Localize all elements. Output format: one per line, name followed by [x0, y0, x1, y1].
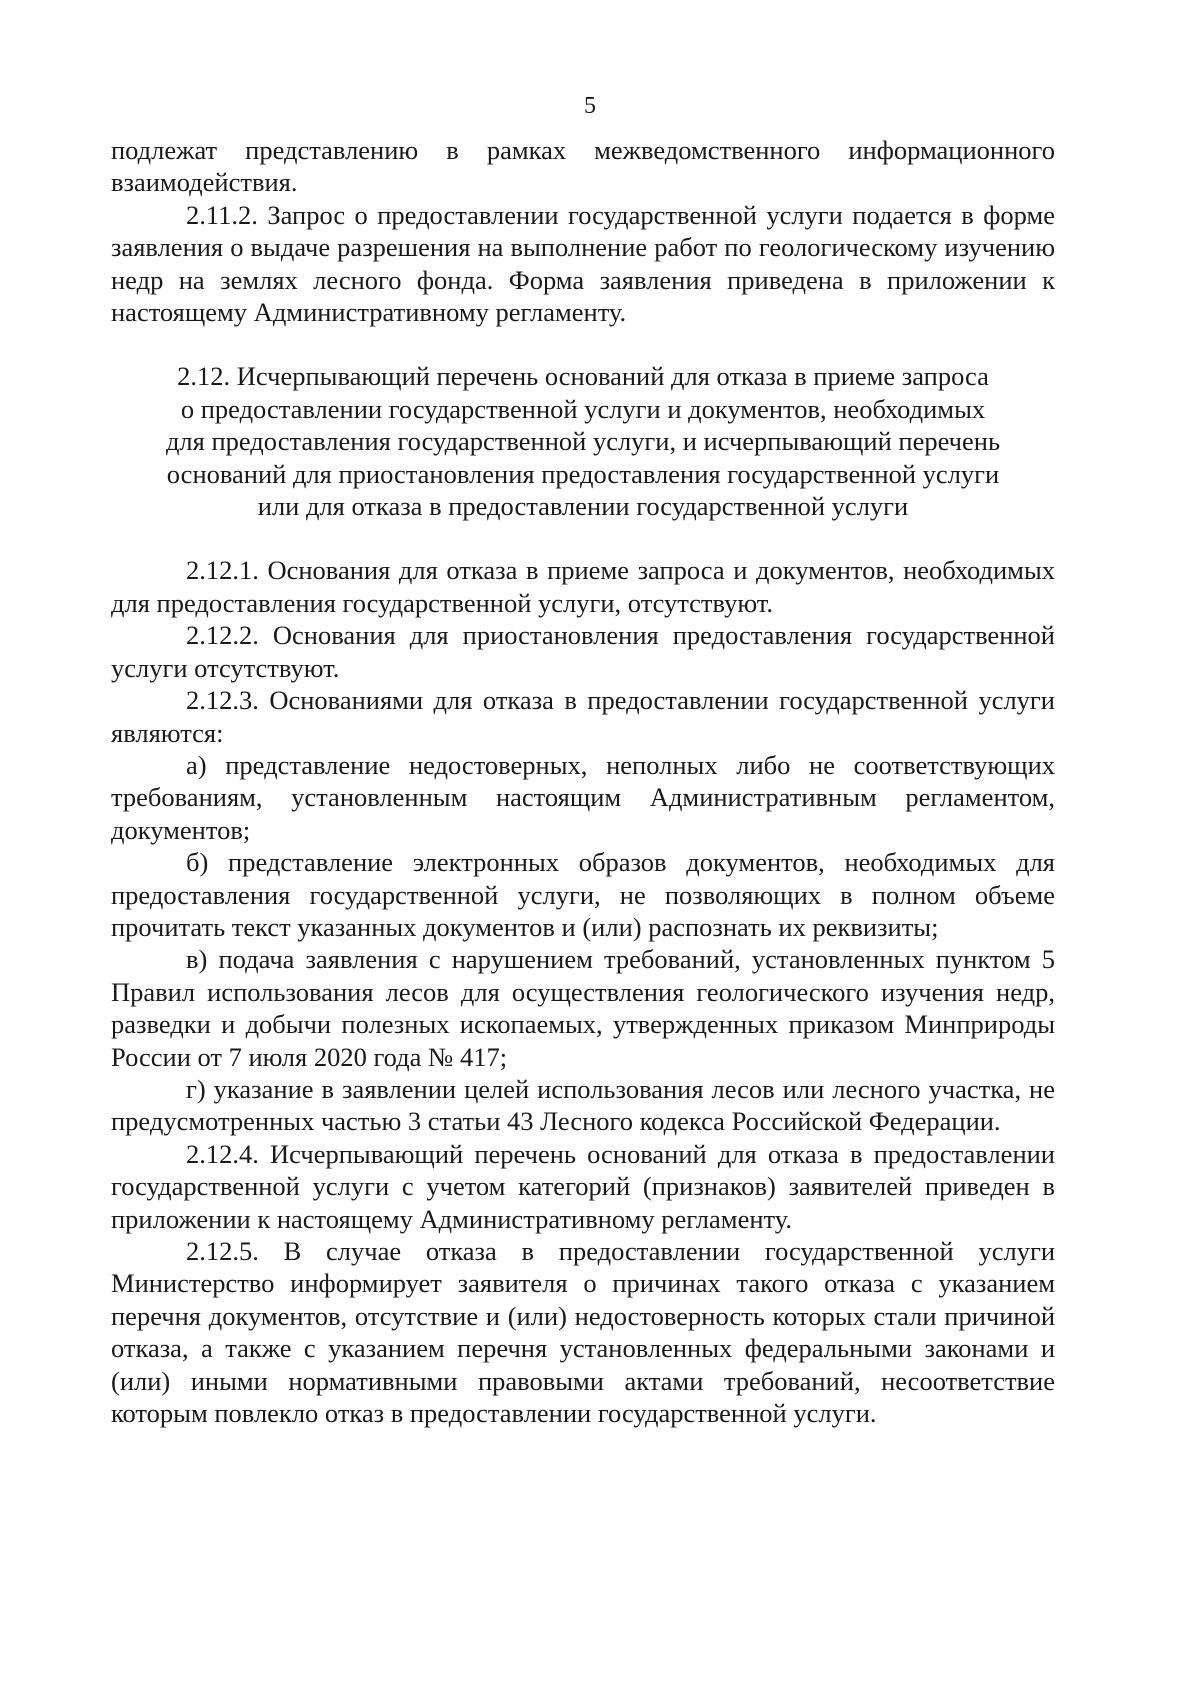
heading-line: оснований для приостановления предоставления государственной услуги — [166, 458, 1000, 489]
heading-line: о предоставлении государственной услуги и документов, необходимых — [180, 393, 986, 424]
paragraph-2-12-1: 2.12.1. Основания для отказа в приеме запроса и документов, необходимых для предоставления государственной услуги, отсутствуют. — [111, 555, 1055, 618]
heading-line: для предоставления государственной услуги, и исчерпывающий перечень — [165, 426, 1001, 457]
paragraph-2-11-2: 2.11.2. Запрос о предоставлении государственной услуги подается в форме заявления о выдаче разрешения на выполнение работ по геологическому изучению недр на землях лесного фонда. Форма заявления приведена в приложении к настоящему Административному регламенту. — [111, 199, 1055, 328]
paragraph-2-12-3: 2.12.3. Основаниями для отказа в предоставлении государственной услуги являются: — [111, 685, 1055, 748]
list-item-a: а) представление недостоверных, неполных либо не соответствующих требованиям, установленным настоящим Административным регламентом, документов; — [111, 749, 1055, 845]
list-item-g: г) указание в заявлении целей использования лесов или лесного участка, не предусмотренных частью 3 статьи 43 Лесного кодекса Российской Федерации. — [111, 1073, 1055, 1137]
paragraph-continuation: подлежат представлению в рамках межведомственного информационного взаимодействия. — [111, 135, 1055, 198]
list-item-b: б) представление электронных образов документов, необходимых для предоставления государственной услуги, не позволяющих в полном объеме прочитать текст указанных документов и (или) распознать их реквизиты; — [111, 847, 1055, 942]
section-heading-2-12 — [111, 360, 1055, 522]
paragraph-2-12-2: 2.12.2. Основания для приостановления предоставления государственной услуги отсутствуют. — [111, 620, 1055, 683]
heading-line: 2.12. Исчерпывающий перечень оснований для отказа в приеме запроса — [177, 361, 989, 392]
page-number: 5 — [584, 93, 596, 119]
paragraph-2-12-4: 2.12.4. Исчерпывающий перечень оснований для отказа в предоставлении государственной услуги с учетом категорий (признаков) заявителей приведен в приложении к настоящему Административному регламенту. — [111, 1138, 1055, 1234]
document-body — [111, 134, 1055, 1429]
paragraph-2-12-5: 2.12.5. В случае отказа в предоставлении государственной услуги Министерство информирует заявителя о причинах такого отказа с указанием перечня документов, отсутствие и (или) недостоверность которых стали причиной отказа, а также с указанием перечня установленных федеральными законами и (или) иными нормативными правовыми актами требований, несоответствие которым повлекло отказ в предоставлении государственной услуги. — [111, 1236, 1055, 1429]
heading-line: или для отказа в предоставлении государственной услуги — [257, 491, 909, 522]
list-item-v: в) подача заявления с нарушением требований, установленных пунктом 5 Правил использования лесов для осуществления геологического изучения недр, разведки и добычи полезных ископаемых, утвержденных приказом Минприроды России от 7 июля 2020 года № 417; — [111, 944, 1055, 1072]
